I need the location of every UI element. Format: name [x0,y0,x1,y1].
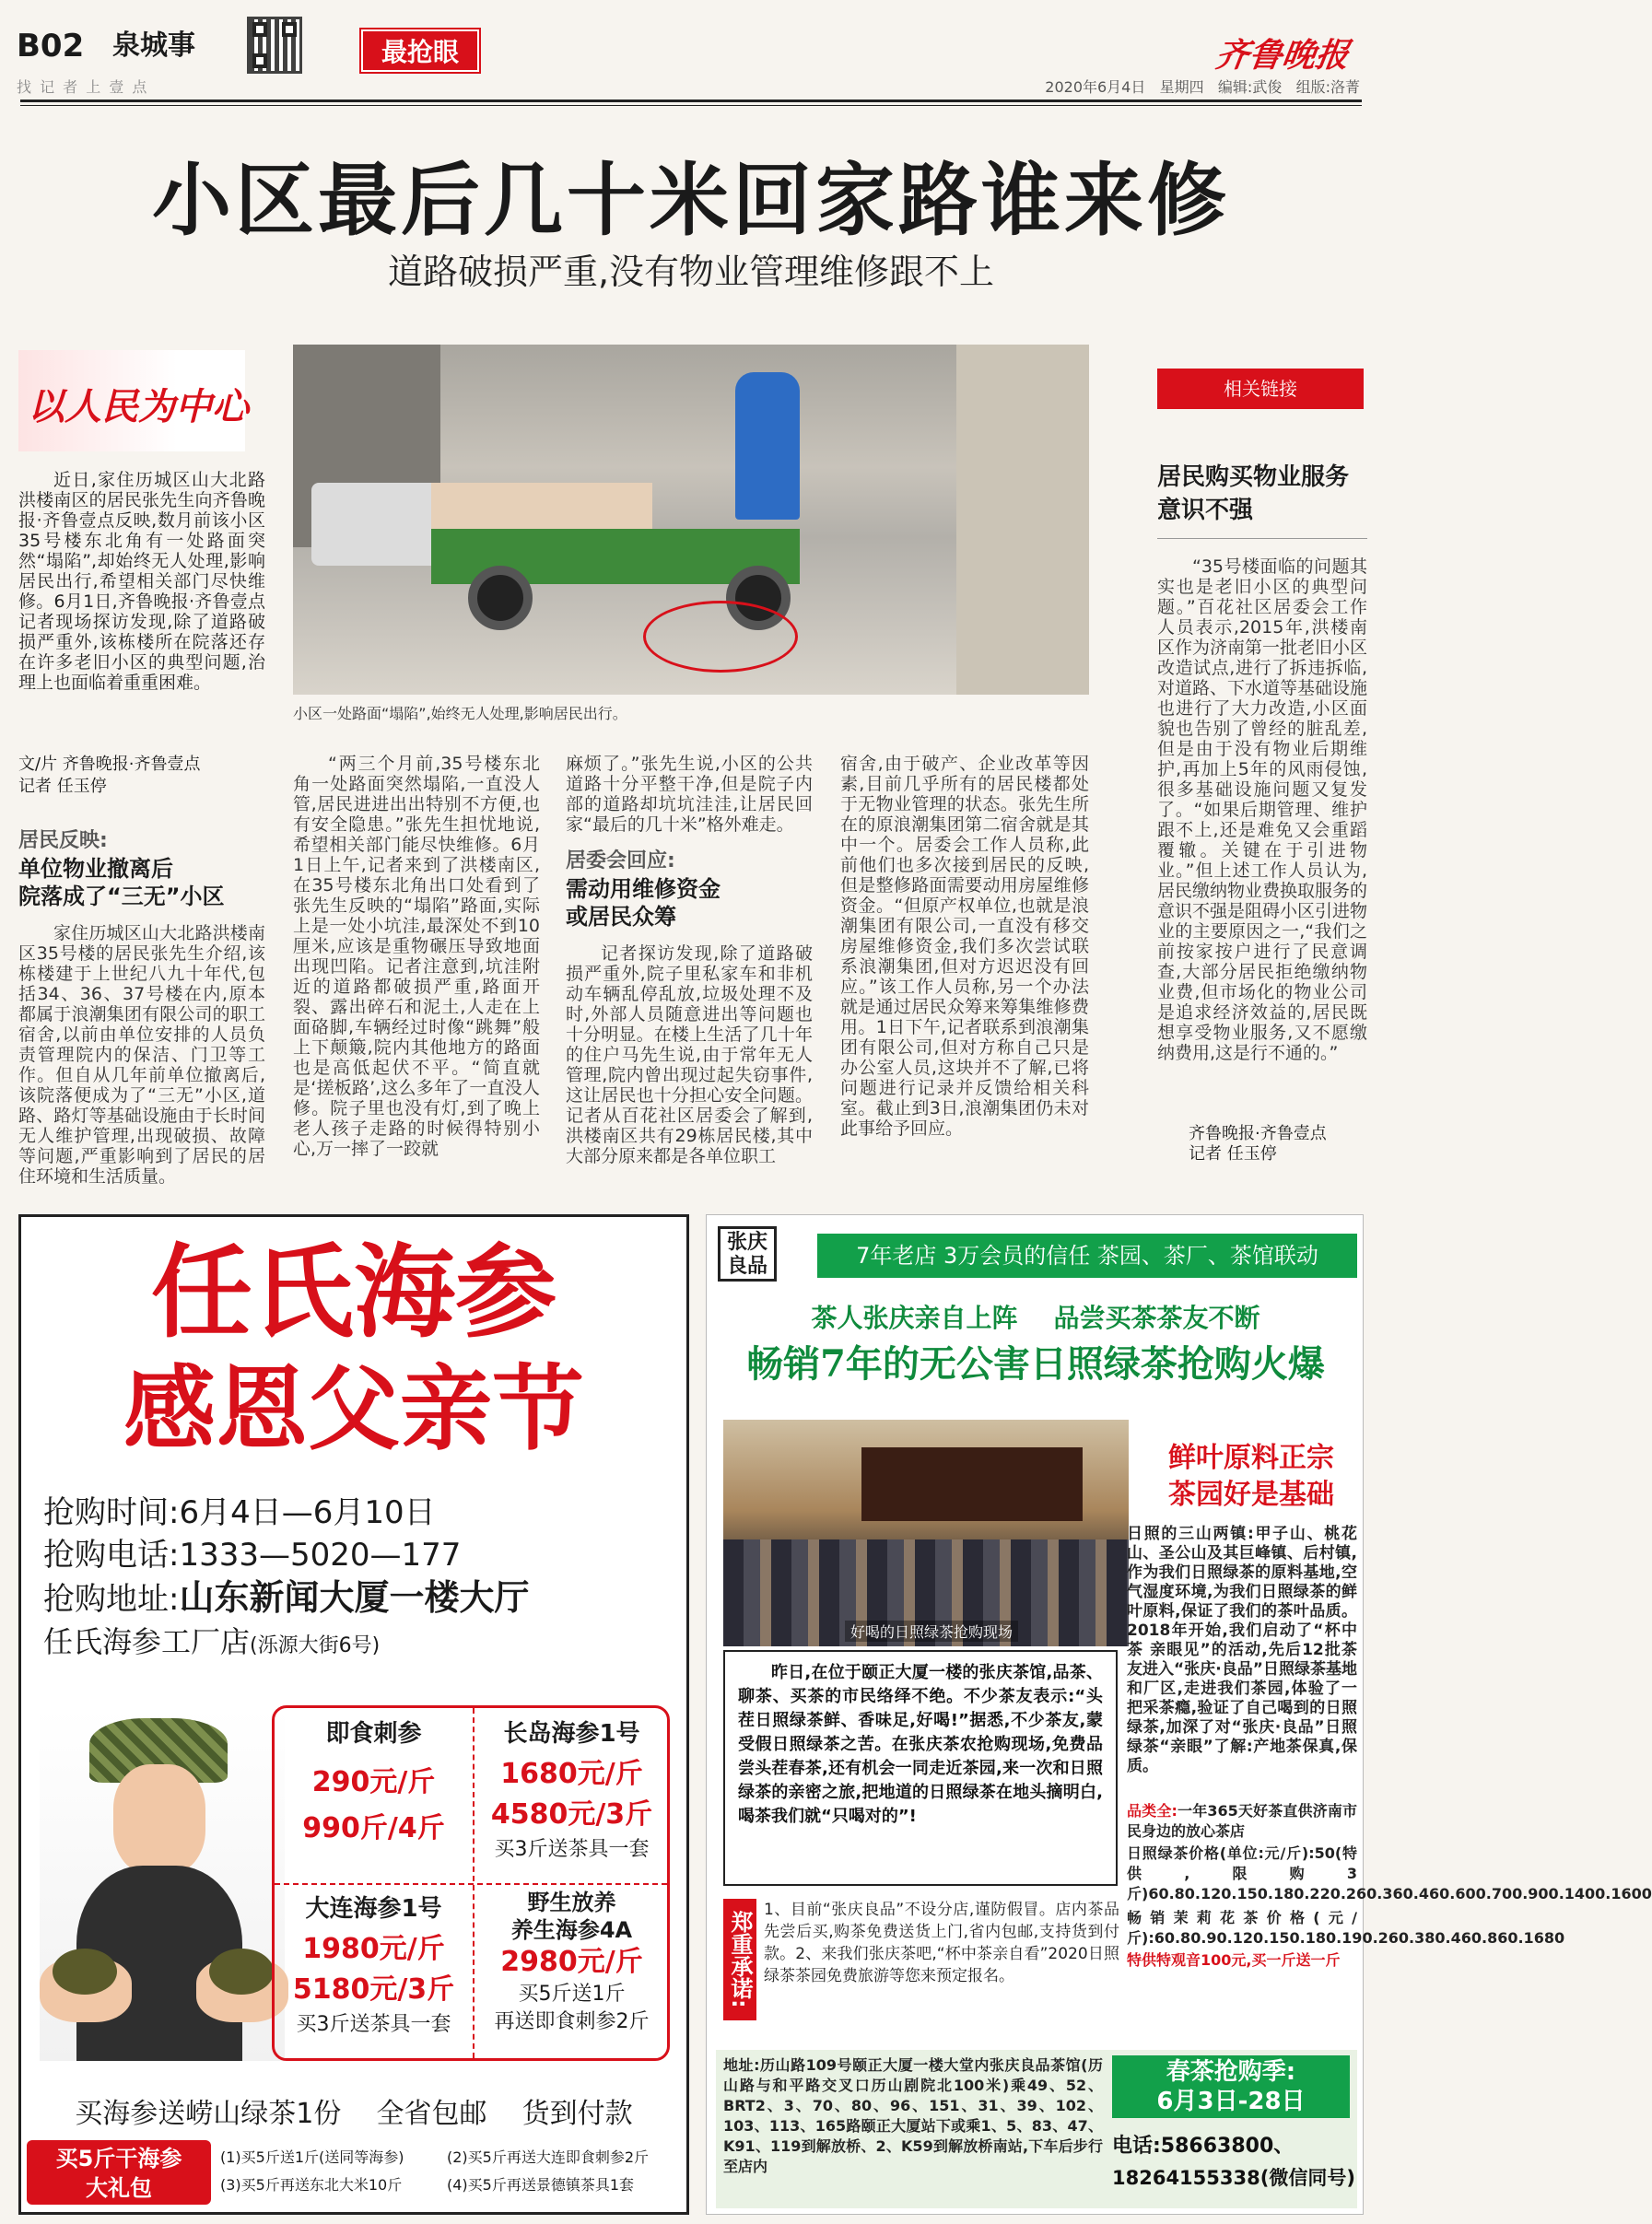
product-4-name-1: 野生放养 [527,1890,616,1915]
ad2-season-date: 6月3日-28日 [1156,2088,1306,2115]
ad2-green-tea-prices: 日照绿茶价格(单位:元/斤):50(特供,限购3斤)60.80.120.150.180.220.260.360.460.600.700.900.1400.1600 [1127,1844,1652,1902]
ad2-head-1: 茶人张庆亲自上阵 品尝买茶茶友不断 [811,1303,1260,1333]
weekday: 星期四 [1159,78,1204,96]
ad2-logo [718,1226,777,1282]
qr-code[interactable] [247,17,302,74]
product-2 [473,1717,671,1865]
column-2: “两三个月前,35号楼东北角一处路面突然塌陷,一直没人管,居民进进出出特别不方便,也有安全隐患。”张先生担忧地说,希望相关部门能尽快维修。6月1日上午,记者来到了洪楼南区,在35号楼东北角出口处看到了张先生反映的“塌陷”路面,实际上是一处小坑洼,最深处不到10厘米,应该是重物碾压导致地面出现凹陷。记者注意到,坑洼附近的道路都破损严重,路面开裂、露出碎石和泥土,人走在上面硌脚,车辆经过时像“跳舞”般上下颠簸,院内其他地方的路面也是高低起伏不平。“简直就是‘搓板路’,这么多年了一直没人修。院子里也没有灯,到了晚上老人孩子走路的时候得特别小心,万一摔了一跤就 [293,754,540,1159]
product-2-name: 长岛海参1号 [503,1720,640,1748]
ad1-person-photo [40,1709,285,2061]
product-4 [473,1889,671,2036]
ad2-shop-photo [723,1420,1129,1646]
product-4-gift-2: 再送即食刺参2斤 [494,2010,650,2033]
ad1-title-2: 感恩父亲节 [123,1354,584,1463]
masthead [0,0,1382,138]
ad2-story: 昨日,在位于颐正大厦一楼的张庆茶馆,品茶、聊茶、买茶的市民络绎不绝。不少茶友表示:“头茬日照绿茶鲜、香味足,好喝!”据悉,不少茶友,蒙受假日照绿茶之苦。在张庆茶农抢购现场,免费品尝头茬春茶,还有机会一同走近茶园,来一次和日照绿茶的亲密之旅,把地道的日照绿茶在地头摘明白,喝茶我们就“只喝对的”! [738,1663,1103,1826]
ad2-right-body: 日照的三山两镇:甲子山、桃花山、圣公山及其巨峰镇、后村镇,作为我们日照绿茶的原料基地,空气湿度环境,为我们日照绿茶的鲜叶原料,保证了我们的茶叶品质。2018年开始,我们启动了“杯中茶 亲眼见”的活动,先后12批茶友进入“张庆·良品”日照绿茶基地和厂区,走进我们茶园,体验了一把采茶瘾,验证了自己喝到的日照绿茶,加深了对“张庆·良品”日照绿茶“亲眼”了解:产地茶保真,保质。 [1127,1525,1357,1775]
section2-title-2: 或居民众筹 [566,904,676,930]
ad2-price-text: 一年365天好茶直供济南市民身边的放心茶店 [1127,1802,1357,1840]
byline-line-2: 记者 任玉停 [18,777,107,796]
subheadline: 道路破损严重,没有物业管理维修跟不上 [387,252,995,292]
ad2-story-box [723,1650,1118,1886]
section1-title-1: 单位物业撤离后 [18,856,173,882]
masthead-rule-thin [20,105,1362,106]
ad1-gift-badge [27,2140,211,2205]
byline [18,754,201,798]
sidebar-title-2: 意识不强 [1157,497,1254,524]
ad2-season-title: 春茶抢购季: [1166,2058,1296,2086]
date-line [1045,76,1360,97]
ad1-gift-2: 大礼包 [86,2175,152,2201]
highlight-circle [643,601,798,673]
newspaper-logo: 齐鲁晚报 [1213,36,1352,75]
product-3-name: 大连海参1号 [305,1895,442,1923]
sidebar-body: “35号楼面临的问题其实也是老旧小区的典型问题。”百花社区居委会工作人员表示,2015年,洪楼南区作为济南第一批老旧小区改造试点,进行了拆违拆临,对道路、下水道等基础设施也进行了大力改造,小区面貌也告别了曾经的脏乱差,但是由于没有物业后期维护,再加上5年的风雨侵蚀,很多基础设施问题又复发了。“如果后期管理、维护跟不上,还是难免又会重蹈覆辙。关键在于引进物业。”但上述工作人员认为,居民缴纳物业费换取服务的意识不强是阻碍小区引进物业的主要原因之一,“我们之前按家按户进行了民意调查,大部分居民拒绝缴纳物业费,但市场化的物业公司是追求经济效益的,居民既想享受物业服务,又不愿缴纳费用,这是行不通的。” [1157,556,1368,1063]
product-1-price-2: 990斤/4斤 [302,1812,445,1844]
product-4-name-2: 养生海参4A [510,1917,633,1943]
ad2-phone-2[interactable]: 18264155338(微信同号) [1112,2167,1355,2189]
section-name: 泉城事 [112,29,195,62]
sidebar-byline-1: 齐鲁晚报·齐鲁壹点 [1189,1124,1327,1143]
product-2-price-1: 1680元/斤 [500,1758,643,1790]
product-1-name: 即食刺参 [325,1720,422,1748]
column-3b: 记者探访发现,除了道路破损严重外,院子里私家车和非机动车辆乱停乱放,垃圾处理不及时,外部人员随意进出等问题也十分明显。在楼上生活了几十年的住户马先生说,由于常年无人管理,院内曾出现过起失窃事件,这让居民也十分担心安全问题。记者从百花社区居委会了解到,洪楼南区共有29栋居民楼,其中大部分原来都是各单位职工 [566,943,813,1166]
sidebar-rule [1157,538,1367,539]
product-3-gift: 买3斤送茶具一套 [296,2013,451,2036]
byline-line-1: 文/片 齐鲁晚报·齐鲁壹点 [18,755,201,774]
product-2-gift: 买3斤送茶具一套 [494,1838,650,1861]
ad1-factory [43,1622,380,1666]
section1-kicker: 居民反映: [18,829,108,852]
tagline: 找 记 者 上 壹 点 [17,78,149,96]
section1-head [18,827,265,910]
product-4-gift-1: 买5斤送1斤 [518,1983,626,2006]
ad1-footer: 买海参送崂山绿茶1份 全省包邮 货到付款 [75,2098,633,2130]
photo-caption: 小区一处路面“塌陷”,始终无人处理,影响居民出行。 [293,705,627,722]
ad2-head-2: 畅销7年的无公害日照绿茶抢购火爆 [746,1342,1325,1386]
main-photo [293,345,1089,695]
ad2-right-title-1: 鲜叶原料正宗 [1168,1442,1334,1474]
section2-kicker: 居委会回应: [566,849,675,872]
ad1-address-value: 山东新闻大厦一楼大厅 [179,1577,530,1618]
ad2-address: 地址:历山路109号颐正大厦一楼大堂内张庆良品茶馆(历山路与和平路交叉口历山剧院北100米)乘49、52、BRT2、3、70、80、96、151、31、39、102、103、113、165路颐正大厦站下或乘1、5、83、47、K91、119到解放桥、2、K59到解放桥南站,下车后步行至店内 [723,2056,1103,2175]
gift-item-3: (3)买5斤再送东北大米10斤 [220,2176,403,2194]
date: 2020年6月4日 [1045,78,1146,96]
ad2-phone-1[interactable]: 电话:58663800、 [1112,2135,1295,2158]
product-1-price-1: 290元/斤 [311,1766,436,1798]
product-2-price-2: 4580元/3斤 [490,1798,653,1831]
column-logo [18,350,249,451]
column-4: 宿舍,由于破产、企业改革等因素,目前几乎所有的居民楼都处于无物业管理的状态。张先生所在的原浪潮集团第二宿舍就是其中一个。居委会工作人员称,此前他们也多次接到居民的反映,但是整修路面需要动用房屋维修资金。“但原产权单位,也就是浪潮集团有限公司,一直没有移交房屋维修资金,我们多次尝试联系浪潮集团,但对方迟迟没有回应。”该工作人员称,另一个办法就是通过居民众筹来筹集维修费用。1日下午,记者联系到浪潮集团有限公司,但对方称自己只是办公室人员,这块并不了解,已将问题进行记录并反馈给相关科室。截止到3日,浪潮集团仍未对此事给予回应。 [840,754,1089,1139]
ad2-right-title-2: 茶园好是基础 [1168,1479,1334,1511]
ad1-price-box [272,1705,670,2061]
ad1-factory-name: 任氏海参工厂店 [43,1624,251,1659]
lead-paragraph: 近日,家住历城区山大北路洪楼南区的居民张先生向齐鲁晚报·齐鲁壹点反映,数月前该小区35号楼东北角有一处路面突然“塌陷”,却始终无人处理,影响居民出行,希望相关部门尽快维修。6月1日,齐鲁晚报·齐鲁壹点记者现场探访发现,除了道路破损严重外,该栋楼所在院落还存在许多老旧小区的典型问题,治理上也面临着重重困难。 [18,470,265,693]
ad1-gift-list [220,2144,681,2199]
ad2-phones [1112,2131,1353,2194]
section1-body: 家住历城区山大北路洪楼南区35号楼的居民张先生介绍,该栋楼建于上世纪八九十年代,包括34、36、37号楼在内,原本都属于浪潮集团有限公司的职工宿舍,以前由单位安排的人员负责管理院内的保洁、门卫等工作。但自从几年前单位撤离后,该院落便成为了“三无”小区,道路、路灯等基础设施由于长时间无人维护管理,出现破损、故障等问题,严重影响到了居民的居住环境和生活质量。 [18,923,265,1187]
section1-title-2: 院落成了“三无”小区 [18,884,225,909]
ad1-time: 抢购时间:6月4日—6月10日 [43,1494,436,1531]
ad1-gift-1: 买5斤干海参 [55,2146,182,2171]
ad2-banner: 7年老店 3万会员的信任 茶园、茶厂、茶馆联动 [817,1234,1357,1278]
gift-item-2: (2)买5斤再送大连即食刺参2斤 [447,2148,650,2166]
sidebar-title [1157,461,1369,527]
ad1-address [43,1578,529,1619]
sidebar-title-1: 居民购买物业服务 [1157,463,1350,491]
ad-tea[interactable] [706,1214,1652,2215]
section2-title-1: 需动用维修资金 [566,876,721,902]
ad2-logo-1: 张庆 [726,1231,767,1254]
ad1-phone: 抢购电话:1333—5020—177 [43,1537,462,1574]
gift-item-1: (1)买5斤送1斤(送同等海参) [220,2148,404,2166]
ad2-photo-caption: 好喝的日照绿茶抢购现场 [845,1621,1018,1642]
ad2-jasmine-prices: 畅销茉莉花茶价格(元/斤):60.80.90.120.150.180.190.260.380.460.860.1680 [1127,1909,1565,1947]
ad1-factory-note: (泺源大街6号) [250,1634,381,1657]
editor: 编辑:武俊 [1217,78,1283,96]
designer: 组版:洛菁 [1295,78,1360,96]
badge-label: 最抢眼 [361,29,479,72]
ad-sea-cucumber[interactable] [18,1214,689,2215]
column-logo-text: 以人民为中心 [28,385,249,428]
ad2-special: 特供特观音100元,买一斤送一斤 [1127,1951,1341,1969]
product-3-price-2: 5180元/3斤 [292,1973,455,2006]
ad1-address-label: 抢购地址: [43,1581,180,1618]
masthead-rule [20,99,1362,102]
sidebar-byline-2: 记者 任玉停 [1189,1144,1277,1164]
column-3a: 麻烦了。”张先生说,小区的公共道路十分平整干净,但是院子内部的道路却坑坑洼洼,让居民回家“最后的几十米”格外难走。 [566,754,813,835]
product-4-price-1: 2980元/斤 [500,1946,643,1978]
ad2-logo-2: 良品 [726,1255,767,1278]
sidebar-byline [1189,1124,1327,1165]
ad2-right-title [1145,1440,1357,1514]
ad2-promise: 1、目前“张庆良品”不设分店,谨防假冒。店内茶品先尝后买,购茶免费送货上门,省内包邮,支持货到付款。2、来我们张庆茶吧,“杯中茶亲自看”2020日照绿茶茶园免费旅游等您来预定报名。 [764,1901,1119,1985]
ad2-price-label: 品类全: [1127,1802,1177,1820]
product-3-price-1: 1980元/斤 [302,1933,445,1965]
ad2-price-block [1127,1801,1652,1971]
ad1-title-1: 任氏海参 [151,1233,557,1352]
gift-item-4: (4)买5斤再送景德镇茶具1套 [447,2176,635,2194]
product-3 [275,1892,473,2040]
page-number: B02 [17,28,85,64]
headline: 小区最后几十米回家路谁来修 [152,155,1230,247]
section2-head [566,848,813,931]
ad2-season-box [1112,2055,1350,2118]
sidebar-tag: 相关链接 [1157,369,1364,409]
product-1 [275,1717,473,1852]
ad2-promise-label: 郑重承诺: [723,1899,756,2020]
